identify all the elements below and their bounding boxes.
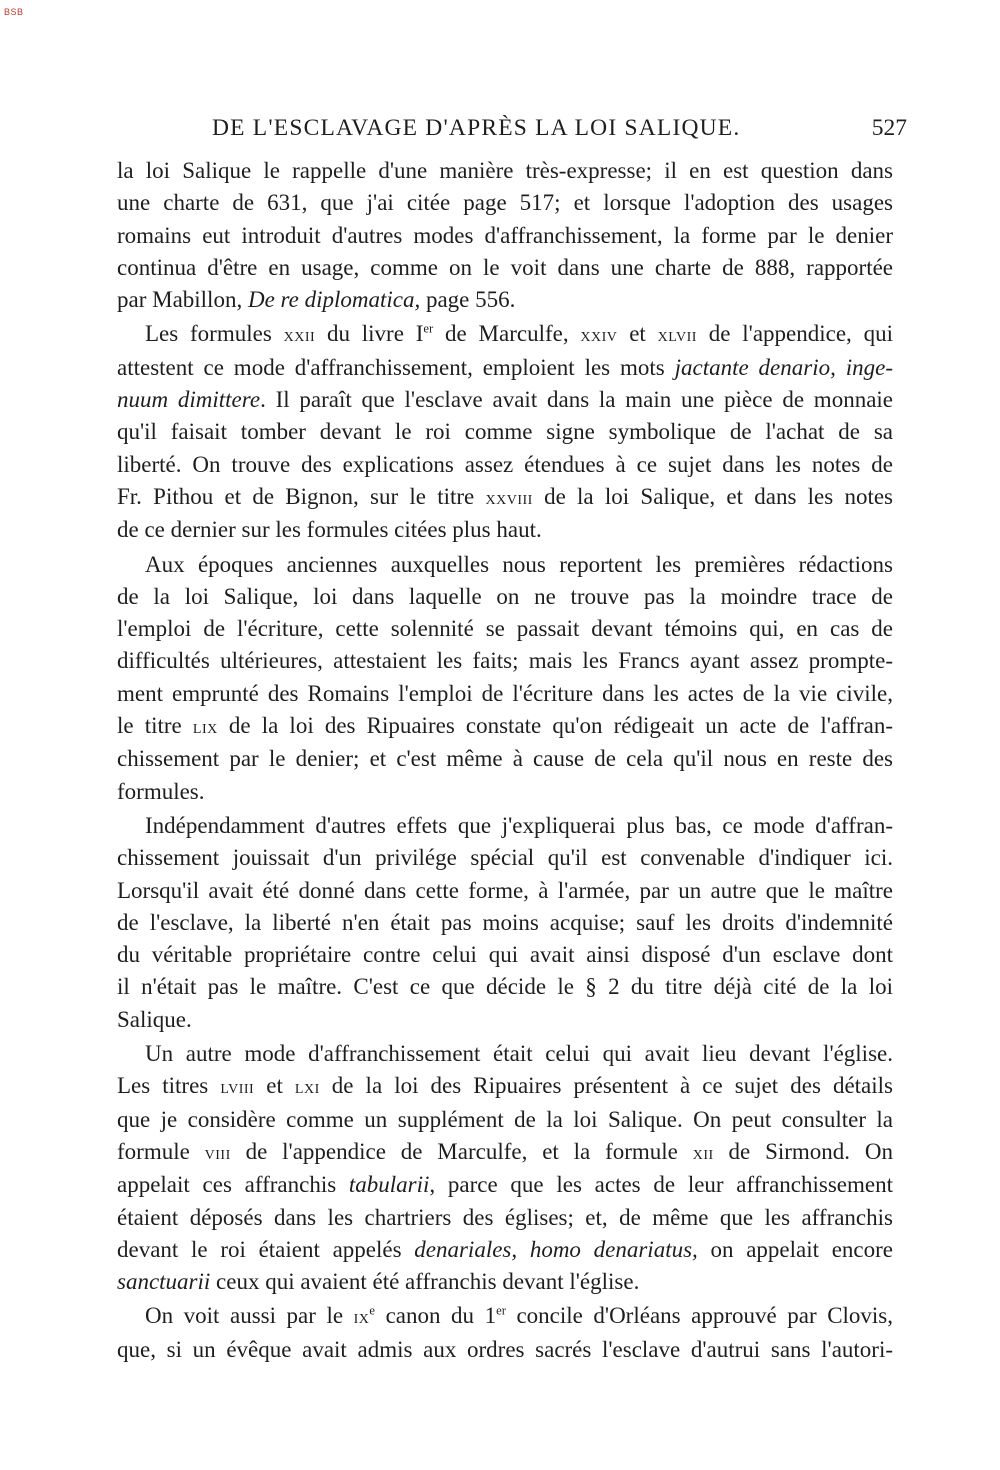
text-run: qu'il faisait tomber devant le roi comme signe symbolique de l'achat de sa	[117, 419, 893, 445]
running-title: DE L'ESCLAVAGE D'APRÈS LA LOI SALIQUE.	[212, 115, 741, 141]
text-line	[117, 1334, 893, 1366]
text-run: étaient déposés dans les chartriers des églises; et, de même que les affranchis	[117, 1204, 893, 1230]
text-line	[117, 318, 893, 351]
text-run: canon du 1	[375, 1303, 497, 1329]
roman-numeral: xxii	[283, 324, 316, 347]
text-run: Aux époques anciennes auxquelles nous reportent les premières rédactions	[145, 551, 893, 577]
text-run: et	[254, 1073, 295, 1099]
text-line	[117, 514, 893, 546]
text-line	[117, 1169, 893, 1201]
paragraph	[117, 810, 893, 1036]
text-line	[117, 1038, 893, 1070]
text-line	[117, 710, 893, 743]
superscript: e	[369, 1303, 376, 1318]
text-run: de la loi Salique, et dans les notes	[532, 483, 893, 509]
text-line	[117, 1234, 893, 1266]
text-line	[117, 613, 893, 645]
text-run: Les titres	[117, 1073, 221, 1099]
roman-numeral: xii	[692, 1141, 714, 1164]
text-line	[117, 252, 893, 284]
text-line	[117, 939, 893, 971]
text-run: de Marculfe,	[433, 321, 581, 347]
roman-numeral: ix	[353, 1306, 370, 1329]
text-line	[117, 645, 893, 677]
text-run: romains eut introduit d'autres modes d'affranchissement, la forme par le denier	[117, 222, 893, 248]
italic-term: De re diplomatica,	[247, 287, 421, 313]
text-run: de l'esclave, la liberté n'en était pas moins acquise; sauf les droits d'indemnité	[117, 909, 893, 935]
text-line	[117, 1070, 893, 1103]
roman-numeral: xxiv	[580, 324, 618, 347]
roman-numeral: xxviii	[485, 486, 533, 509]
text-run: Salique.	[117, 1006, 192, 1032]
paragraph	[117, 1300, 893, 1366]
text-run: chissement jouissait d'un privilége spécial qu'il est convenable d'indiquer ici.	[117, 845, 893, 871]
text-run: attestent ce mode d'affranchissement, emploient les mots	[117, 354, 675, 380]
italic-term: tabularii	[348, 1172, 430, 1198]
text-line	[117, 1266, 893, 1298]
text-line	[117, 842, 893, 874]
text-run: que, si un évêque avait admis aux ordres sacrés l'esclave d'autrui sans l'autori-	[117, 1336, 893, 1362]
text-run: page 556.	[420, 287, 516, 313]
text-line	[117, 581, 893, 613]
text-run: par Mabillon,	[117, 287, 248, 313]
text-line	[117, 971, 893, 1003]
paragraph	[117, 1038, 893, 1298]
text-run: de l'appendice de Marculfe, et la formule	[230, 1138, 693, 1164]
text-line	[117, 1202, 893, 1234]
text-line	[117, 1136, 893, 1169]
text-run: ment emprunté des Romains l'emploi de l'écriture dans les actes de la vie civile,	[117, 680, 893, 706]
text-run: ceux qui avaient été affranchis devant l'église.	[210, 1269, 640, 1295]
text-line	[117, 1104, 893, 1136]
text-run: concile d'Orléans approuvé par Clovis,	[505, 1303, 894, 1329]
text-run: de la loi Salique, loi dans laquelle on ne trouve pas la moindre trace de	[117, 583, 893, 609]
text-run: du livre I	[315, 321, 424, 347]
text-run: formule	[117, 1138, 205, 1164]
italic-term: sanctuarii	[117, 1269, 211, 1295]
text-run: Un autre mode d'affranchissement était celui qui avait lieu devant l'église.	[145, 1041, 893, 1067]
text-line	[117, 481, 893, 514]
page-number: 527	[871, 115, 907, 141]
superscript: er	[423, 321, 434, 336]
text-line	[117, 384, 893, 416]
text-run: Fr. Pithou et de Bignon, sur le titre	[117, 483, 486, 509]
text-run: devant le roi étaient appelés	[117, 1236, 415, 1262]
text-line	[117, 776, 893, 808]
roman-numeral: viii	[204, 1141, 231, 1164]
roman-numeral: lviii	[220, 1076, 255, 1099]
text-run: le titre	[117, 713, 193, 739]
text-run: que je considère comme un supplément de la loi Salique. On peut consulter la	[117, 1106, 893, 1132]
text-line	[117, 1004, 893, 1036]
text-run: il n'était pas le maître. C'est ce que décide le § 2 du titre déjà cité de la loi	[117, 974, 893, 1000]
italic-term: nuum dimittere	[117, 387, 261, 413]
text-line	[117, 449, 893, 481]
text-line	[117, 678, 893, 710]
text-run: de l'appendice, qui	[696, 321, 893, 347]
text-run: de Sirmond. On	[713, 1138, 893, 1164]
text-run: de ce dernier sur les formules citées plus haut.	[117, 517, 542, 543]
text-run: la loi Salique le rappelle d'une manière très-expresse; il en est question dans	[117, 158, 893, 183]
text-run: on appelait encore	[697, 1236, 893, 1262]
text-line	[117, 155, 893, 187]
text-run: l'emploi de l'écriture, cette solennité se passait devant témoins qui, en cas de	[117, 616, 893, 642]
text-run: du véritable propriétaire contre celui qui avait ainsi disposé d'un esclave dont	[117, 942, 893, 968]
roman-numeral: lxi	[294, 1076, 320, 1099]
text-run: . Il paraît que l'esclave avait dans la main une pièce de monnaie	[260, 387, 893, 413]
superscript: er	[496, 1303, 506, 1318]
text-run: On voit aussi par le	[145, 1303, 354, 1329]
text-line	[117, 284, 893, 316]
library-watermark: BSB	[4, 7, 24, 17]
text-run: de la loi des Ripuaires présentent à ce sujet des détails	[319, 1073, 893, 1099]
text-line	[117, 416, 893, 448]
body-text	[117, 155, 893, 1368]
text-run: liberté. On trouve des explications assez étendues à ce sujet dans les notes de	[117, 451, 893, 477]
paragraph	[117, 155, 893, 316]
text-run: Les formules	[145, 321, 284, 347]
page-header	[117, 115, 907, 149]
text-line	[117, 810, 893, 842]
text-run: formules.	[117, 778, 205, 804]
text-line	[117, 187, 893, 219]
text-line	[117, 875, 893, 907]
text-run: une charte de 631, que j'ai citée page 517; et lorsque l'adoption des usages	[117, 190, 893, 216]
roman-numeral: lix	[192, 716, 218, 739]
roman-numeral: xlvii	[657, 324, 697, 347]
text-run: chissement par le denier; et c'est même à cause de cela qu'il nous en reste des	[117, 746, 893, 772]
text-run: , parce que les actes de leur affranchissement	[429, 1172, 893, 1198]
text-run: appelait ces affranchis	[117, 1172, 349, 1198]
text-run: de la loi des Ripuaires constate qu'on rédigeait un acte de l'affran-	[217, 713, 894, 739]
text-run: continua d'être en usage, comme on le voit dans une charte de 888, rapportée	[117, 254, 893, 280]
text-run: difficultés ultérieures, attestaient les faits; mais les Francs ayant assez prompte-	[117, 648, 893, 674]
paragraph	[117, 318, 893, 546]
paragraph	[117, 549, 893, 808]
text-line	[117, 907, 893, 939]
text-line	[117, 220, 893, 252]
text-line	[117, 743, 893, 775]
text-line	[117, 1300, 893, 1333]
text-line	[117, 549, 893, 581]
text-line	[117, 352, 893, 384]
text-run: Lorsqu'il avait été donné dans cette forme, à l'armée, par un autre que le maître	[117, 877, 893, 903]
italic-term: jactante denario, inge-	[674, 354, 893, 380]
italic-term: denariales, homo denariatus,	[414, 1236, 698, 1262]
text-run: Indépendamment d'autres effets que j'expliquerai plus bas, ce mode d'affran-	[145, 812, 893, 838]
text-run: et	[617, 321, 658, 347]
